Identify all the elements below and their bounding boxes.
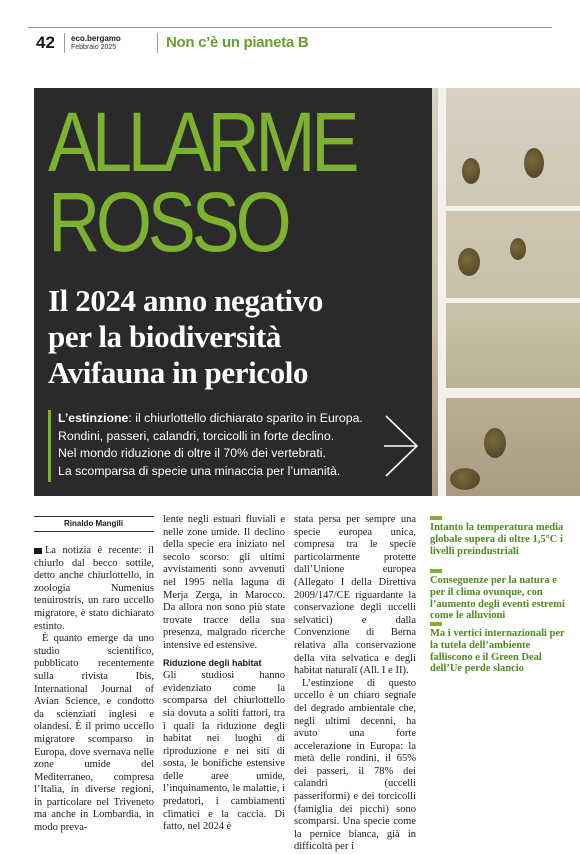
sidebar-highlight	[430, 622, 570, 675]
article-paragraph: L’estinzione di questo uccello è un chiaro segnale del degrado ambientale che, negli ultimi decenni, ha avuto una forte accelerazione in Europa: la metà delle rondini, il 65% dei passeri, il 78% dei calandri (uccelli passeriformi) e dei torcicolli (famiglia dei picchi) sono scomparsi. Una specie come la pernice bianca, già in difficoltà per i	[294, 677, 416, 853]
hero-summary	[58, 410, 398, 480]
article-paragraph: lente negli estuari fluviali e nelle zone umide. Il declino della specie era iniziato nel secolo scorso: gli ultimi avvistamenti sono avvenuti nel 1995 nella laguna di Merja Zerga, in Marocco. Da allora non sono più state trovate tracce della sua presenza, malgrado ricerche intensive ed estensive.	[163, 514, 285, 651]
paragraph-marker	[34, 548, 42, 554]
page-number: 42	[36, 33, 55, 52]
article-paragraph: È quanto emerge da uno studio scientifico, pubblicato recentemente sulla rivista Ibis, International Journal of Avian Science, e condotto da scienziati inglesi e olandesi. È il primo uccello migratore scomparso in Europa, dove svernava nelle zone umide del Mediterraneo, compresa l’Italia, in diverse regioni, in particolare nel Triveneto ma anche in Lombardia, in modo preva-	[34, 633, 154, 834]
highlight-marker	[430, 622, 442, 626]
header-rule	[28, 27, 552, 28]
article-column-1	[34, 545, 154, 834]
article-column-3	[294, 514, 416, 853]
hero-banner	[34, 88, 580, 496]
magazine-name: eco.bergamo	[71, 34, 121, 43]
subtitle-line: Il 2024 anno negativo	[48, 283, 323, 318]
summary-line: Rondini, passeri, calandri, torcicolli in forte declino.	[58, 428, 335, 443]
section-title: Non c’è un pianeta B	[166, 34, 309, 51]
highlight-text: Intanto la temperatura media globale supera di oltre 1,5°C i livelli preindustriali	[430, 522, 564, 557]
summary-accent-bar	[48, 410, 51, 482]
highlight-text: Conseguenze per la natura e per il clima ovunque, con l’aumento degli eventi estremi come le alluvioni	[430, 575, 565, 622]
sidebar-highlight	[430, 516, 570, 557]
author-byline: Rinaldo Mangili	[34, 516, 154, 532]
arrow-right-icon	[384, 414, 420, 478]
sidebar-highlight	[430, 569, 570, 622]
summary-text: : il chiurlottello dichiarato sparito in Europa.	[128, 411, 363, 425]
article-paragraph: Gli studiosi hanno evidenziato come la scomparsa del chiurlottello sia dovuta a soliti fattori, tra i quali la riduzione degli habitat nei luoghi di riproduzione e nei siti di sosta, le bonifiche estensive delle aree umide, l’inquinamento, le malattie, i predatori, i cambiamenti climatici e la caccia. Di fatto, nel 2024 è	[163, 670, 285, 833]
hero-title-line1: ALLARME	[48, 95, 356, 189]
article-subhead: Riduzione degli habitat	[163, 657, 262, 668]
header-divider	[64, 33, 65, 53]
paragraph-text: La notizia è recente: il chiurlo dal becco sottile, detto anche chiurlottello, in zoologia Numenius tenuirostris, un raro uccello migratore, è stato dichiarato estinto.	[34, 545, 154, 632]
summary-line: Nel mondo riduzione di oltre il 70% dei vertebrati.	[58, 446, 326, 460]
subtitle-line: Avifauna in pericolo	[48, 355, 309, 390]
summary-line: La scomparsa di specie una minaccia per l’umanità.	[58, 463, 341, 478]
article-column-2	[163, 514, 285, 833]
article-paragraph: stata persa per sempre una specie europea unica, compresa tra le specie particolarmente protette dall’Unione europea (Allegato I della Direttiva 2009/147/CE riguardante la conservazione degli uccelli selvatici) e dalla Convenzione di Berna relativa alla conservazione della vita selvatica e degli habitat naturali (All. I e II).	[294, 514, 416, 677]
highlight-text: Ma i vertici internazionali per la tutela dell’ambiente falliscono e il Green Deal dell’Ue perde slancio	[430, 628, 565, 675]
summary-lead: L’estinzione	[58, 411, 129, 425]
highlight-marker	[430, 516, 442, 520]
hero-title-line2: ROSSO	[48, 175, 288, 269]
museum-cabinet-photo	[432, 88, 580, 496]
issue-date: Febbraio 2025	[71, 44, 117, 51]
highlight-marker	[430, 569, 442, 573]
header-divider	[157, 33, 158, 53]
article-paragraph	[34, 545, 154, 633]
hero-subtitle	[48, 283, 428, 391]
subtitle-line: per la biodiversità	[48, 319, 281, 354]
